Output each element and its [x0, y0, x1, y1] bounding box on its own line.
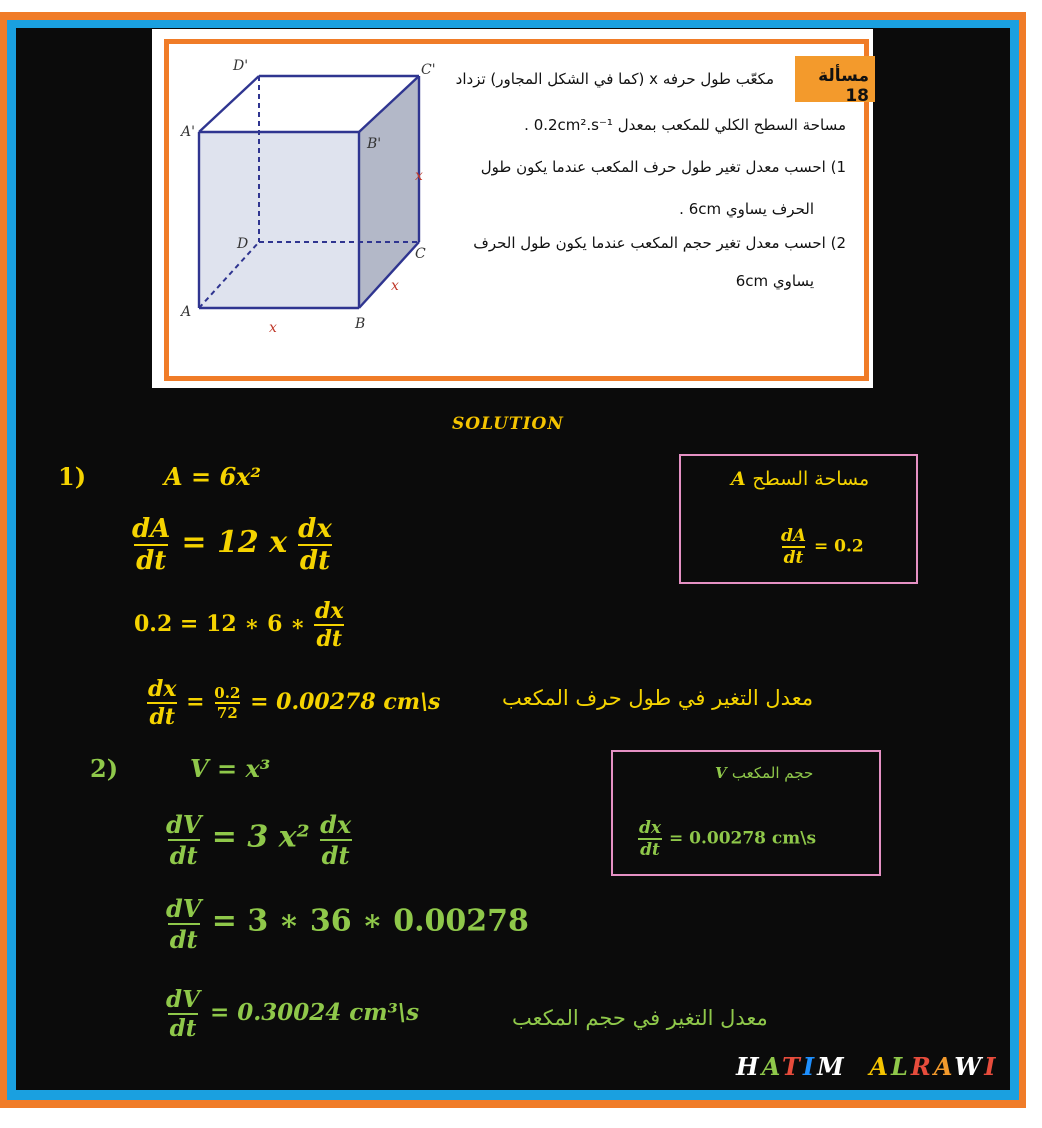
- vertex-d: D: [237, 236, 249, 252]
- signature-letter: M: [817, 1052, 847, 1081]
- signature-letter: A: [761, 1052, 782, 1081]
- author-signature: [736, 1052, 998, 1081]
- signature-letter: R: [910, 1052, 934, 1081]
- frac-dv-dt-sub: $\frac{dV}{dt}$: [166, 894, 202, 954]
- part2-number: 2): [90, 754, 119, 783]
- frac-dx-dt-sub: $\frac{dx}{dt}$: [315, 598, 344, 652]
- signature-letter: H: [736, 1052, 762, 1081]
- signature-letter: T: [782, 1052, 803, 1081]
- signature-letter: [858, 1052, 869, 1081]
- part2-result-value: = 0.30024 cm³\s: [209, 999, 420, 1026]
- part1-result: [146, 676, 440, 730]
- part2-note-box: [611, 750, 881, 876]
- vertex-c: C: [415, 246, 426, 262]
- part2-volume-formula: V = x³: [190, 754, 271, 783]
- note1-frac-da-dt: $\frac{dA}{dt}$: [781, 526, 807, 568]
- part1-result-arabic: معدل التغير في طول حرف المكعب: [502, 686, 814, 710]
- part1-number: 1): [58, 462, 87, 491]
- note1-title: A مساحة السطح: [731, 468, 870, 490]
- vertex-b: B: [355, 316, 366, 332]
- part1-note-box: [679, 454, 918, 584]
- cube-front-face: [199, 132, 359, 308]
- signature-letter: W: [954, 1052, 985, 1081]
- note2-frac-dx-dt: $\frac{dx}{dt}$: [639, 818, 662, 860]
- edge-label-bottom: x: [269, 320, 277, 336]
- signature-letter: I: [802, 1052, 818, 1081]
- problem-line-4: الحرف يساوي 6cm .: [679, 200, 814, 218]
- problem-line-5: 2) احسب معدل تغير حجم المكعب عندما يكون طول الحرف: [473, 234, 846, 252]
- solution-title: SOLUTION: [452, 414, 564, 434]
- note2-title: V حجم المكعب: [715, 764, 814, 782]
- note1-equation: $\frac{dA}{dt}$ = 0.2: [781, 526, 864, 568]
- part2-substitution: [164, 894, 529, 954]
- edge-label-depth: x: [391, 278, 399, 294]
- note2-equation: $\frac{dx}{dt}$ = 0.00278 cm\s: [639, 818, 817, 860]
- part2-substitution-rhs: = 3 ∗ 36 ∗ 0.00278: [211, 903, 529, 939]
- cube-right-face: [359, 76, 419, 308]
- frac-dv-dt: $\frac{dV}{dt}$: [166, 810, 202, 870]
- part2-derivative: [164, 810, 353, 870]
- cube-figure: [169, 44, 439, 374]
- frac-dx-dt-result: $\frac{dx}{dt}$: [148, 676, 177, 730]
- frac-dx-dt-2: $\frac{dx}{dt}$: [320, 810, 352, 870]
- derivative-coefficient: = 12 x: [181, 525, 288, 560]
- vertex-c-prime: C': [421, 62, 436, 78]
- frac-da-dt: $\frac{dA}{dt}$: [132, 514, 171, 576]
- problem-number-badge: مسألة 18: [795, 56, 875, 102]
- vertex-d-prime: D': [233, 58, 249, 74]
- vertex-b-prime: B': [367, 136, 382, 152]
- problem-line-2: مساحة السطح الكلي للمكعب بمعدل 0.2cm².s⁻¹ .: [524, 116, 846, 134]
- result-value: = 0.00278 cm\s: [250, 689, 441, 715]
- signature-letter: A: [933, 1052, 955, 1081]
- vertex-a-prime: A': [181, 124, 195, 140]
- substitution-lhs: 0.2 = 12 ∗ 6 ∗: [134, 611, 306, 637]
- part1-substitution: [134, 598, 346, 652]
- problem-card: [152, 29, 873, 388]
- result-equals: =: [186, 689, 205, 715]
- problem-line-1: مكعّب طول حرفه x (كما في الشكل المجاور) تزداد: [455, 70, 774, 88]
- part2-result: [164, 986, 419, 1042]
- signature-letter: I: [984, 1052, 999, 1081]
- problem-line-3: 1) احسب معدل تغير طول حرف المكعب عندما يكون طول: [480, 158, 846, 176]
- signature-letter: [847, 1052, 858, 1081]
- problem-line-6: يساوي 6cm: [735, 272, 814, 290]
- signature-letter: L: [891, 1052, 911, 1081]
- signature-letter: A: [869, 1052, 892, 1081]
- part2-derivative-coefficient: = 3 x²: [211, 819, 310, 855]
- frac-dx-dt: $\frac{dx}{dt}$: [298, 514, 332, 576]
- vertex-a: A: [181, 304, 192, 320]
- part1-area-formula: A = 6x²: [164, 462, 261, 491]
- frac-0-2-over-72: $\frac{0.2}{72}$: [214, 684, 241, 722]
- part1-derivative: [130, 514, 334, 576]
- part2-result-arabic: معدل التغير في حجم المكعب: [512, 1006, 768, 1030]
- problem-card-inner: [164, 39, 869, 381]
- edge-label-vertical: x: [415, 168, 423, 184]
- frac-dv-dt-result: $\frac{dV}{dt}$: [166, 986, 200, 1042]
